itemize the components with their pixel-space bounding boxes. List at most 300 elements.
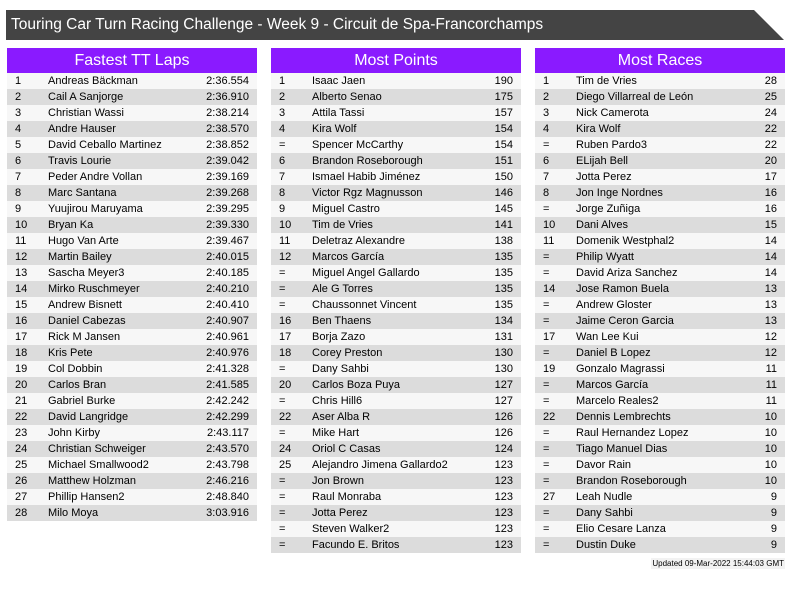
rank-cell: 18 [15, 347, 28, 359]
table-row [7, 249, 257, 265]
name-cell: John Kirby [48, 427, 100, 439]
rank-cell: 6 [279, 155, 286, 167]
table-row [535, 153, 785, 169]
rank-cell: = [543, 203, 550, 215]
table-row [271, 473, 521, 489]
rank-cell: = [279, 491, 286, 503]
value-cell: 150 [494, 171, 513, 183]
table-row [271, 281, 521, 297]
table-row [535, 345, 785, 361]
value-cell: 127 [494, 395, 513, 407]
rank-cell: 27 [543, 491, 556, 503]
rank-cell: 9 [15, 203, 22, 215]
name-cell: Chris Hill6 [312, 395, 363, 407]
leaderboard-rows [271, 73, 521, 553]
name-cell: Domenik Westphal2 [576, 235, 675, 247]
name-cell: Jaime Ceron Garcia [576, 315, 674, 327]
rank-cell: 17 [15, 331, 28, 343]
rank-cell: 26 [15, 475, 28, 487]
value-cell: 2:38.570 [206, 123, 249, 135]
value-cell: 2:39.042 [206, 155, 249, 167]
rank-cell: 17 [279, 331, 292, 343]
value-cell: 2:48.840 [206, 491, 249, 503]
page-title: Touring Car Turn Racing Challenge - Week 9 - Circuit de Spa-Francorchamps [11, 16, 544, 33]
table-row [271, 297, 521, 313]
rank-cell: 12 [279, 251, 292, 263]
name-cell: Davor Rain [576, 459, 632, 471]
title-bar [6, 10, 784, 40]
name-cell: Chaussonnet Vincent [312, 299, 417, 311]
name-cell: Carlos Boza Puya [312, 379, 401, 391]
rank-cell: = [279, 475, 286, 487]
table-row [7, 89, 257, 105]
value-cell: 157 [494, 107, 513, 119]
table-row [535, 297, 785, 313]
name-cell: Tim de Vries [576, 75, 637, 87]
table-row [7, 217, 257, 233]
rank-cell: 1 [15, 75, 22, 87]
value-cell: 11 [765, 395, 777, 407]
name-cell: Elio Cesare Lanza [576, 523, 666, 535]
rank-cell: 13 [15, 267, 28, 279]
table-row [7, 137, 257, 153]
name-cell: Travis Lourie [48, 155, 112, 167]
name-cell: Nick Camerota [576, 107, 649, 119]
table-row [7, 297, 257, 313]
table-row [271, 89, 521, 105]
name-cell: Victor Rgz Magnusson [312, 187, 423, 199]
table-row [7, 361, 257, 377]
table-row [535, 329, 785, 345]
name-cell: Dani Alves [576, 219, 628, 231]
rank-cell: 5 [15, 139, 22, 151]
table-row [271, 425, 521, 441]
table-row [535, 121, 785, 137]
table-row [535, 233, 785, 249]
rank-cell: 11 [279, 235, 291, 247]
rank-cell: = [279, 523, 286, 535]
rank-cell: 10 [15, 219, 28, 231]
rank-cell: 8 [543, 187, 550, 199]
value-cell: 2:46.216 [206, 475, 249, 487]
name-cell: Marc Santana [48, 187, 117, 199]
name-cell: Kris Pete [48, 347, 93, 359]
table-row [7, 425, 257, 441]
value-cell: 12 [764, 331, 777, 343]
value-cell: 146 [494, 187, 513, 199]
value-cell: 135 [494, 267, 513, 279]
table-row [271, 233, 521, 249]
rank-cell: 22 [279, 411, 292, 423]
value-cell: 12 [764, 347, 777, 359]
name-cell: Aser Alba R [312, 411, 371, 423]
value-cell: 10 [764, 443, 777, 455]
value-cell: 126 [494, 411, 513, 423]
value-cell: 190 [494, 75, 513, 87]
name-cell: Raul Monraba [312, 491, 382, 503]
name-cell: Matthew Holzman [48, 475, 137, 487]
table-row [535, 169, 785, 185]
name-cell: Attila Tassi [312, 107, 365, 119]
rank-cell: = [543, 299, 550, 311]
value-cell: 2:36.554 [206, 75, 249, 87]
panel-fastest-tt-laps [7, 48, 257, 521]
value-cell: 2:40.015 [206, 251, 249, 263]
name-cell: Cail A Sanjorge [48, 91, 124, 103]
name-cell: Leah Nudle [576, 491, 633, 503]
table-row [271, 377, 521, 393]
value-cell: 154 [494, 139, 513, 151]
rank-cell: 20 [15, 379, 28, 391]
table-row [535, 425, 785, 441]
name-cell: Brandon Roseborough [312, 155, 423, 167]
table-row [535, 409, 785, 425]
name-cell: Milo Moya [48, 507, 99, 519]
table-row [7, 169, 257, 185]
name-cell: Andre Hauser [48, 123, 116, 135]
value-cell: 28 [764, 75, 777, 87]
name-cell: David Langridge [48, 411, 129, 423]
value-cell: 134 [494, 315, 513, 327]
table-row [271, 105, 521, 121]
table-row [535, 505, 785, 521]
table-row [271, 457, 521, 473]
table-row [7, 201, 257, 217]
table-row [7, 233, 257, 249]
value-cell: 135 [494, 299, 513, 311]
rank-cell: 6 [543, 155, 550, 167]
rank-cell: 19 [543, 363, 556, 375]
rank-cell: 16 [15, 315, 28, 327]
name-cell: Hugo Van Arte [48, 235, 119, 247]
table-row [271, 73, 521, 89]
table-row [271, 409, 521, 425]
value-cell: 13 [764, 315, 777, 327]
name-cell: Brandon Roseborough [576, 475, 687, 487]
rank-cell: 14 [15, 283, 28, 295]
value-cell: 2:38.852 [206, 139, 249, 151]
rank-cell: = [543, 523, 550, 535]
table-row [535, 441, 785, 457]
rank-cell: 4 [543, 123, 550, 135]
value-cell: 2:40.410 [206, 299, 249, 311]
name-cell: Rick M Jansen [48, 331, 121, 343]
table-row [271, 329, 521, 345]
table-row [7, 153, 257, 169]
name-cell: Marcos García [312, 251, 385, 263]
name-cell: Dany Sahbi [576, 507, 633, 519]
leaderboard-rows [535, 73, 785, 553]
name-cell: Martin Bailey [48, 251, 112, 263]
rank-cell: 3 [279, 107, 286, 119]
rank-cell: = [279, 283, 286, 295]
table-row [7, 489, 257, 505]
rank-cell: = [543, 139, 550, 151]
table-row [535, 217, 785, 233]
rank-cell: 9 [279, 203, 286, 215]
table-row [271, 489, 521, 505]
rank-cell: 2 [543, 91, 550, 103]
table-row [271, 169, 521, 185]
value-cell: 123 [494, 523, 513, 535]
rank-cell: 6 [15, 155, 22, 167]
table-row [7, 377, 257, 393]
value-cell: 123 [494, 475, 513, 487]
value-cell: 141 [494, 219, 513, 231]
rank-cell: 23 [15, 427, 28, 439]
value-cell: 2:39.169 [206, 171, 249, 183]
name-cell: Mirko Ruschmeyer [48, 283, 140, 295]
table-row [271, 361, 521, 377]
rank-cell: = [543, 395, 550, 407]
value-cell: 2:42.299 [206, 411, 249, 423]
name-cell: ELijah Bell [576, 155, 628, 167]
value-cell: 10 [764, 459, 777, 471]
table-row [535, 89, 785, 105]
value-cell: 135 [494, 283, 513, 295]
value-cell: 24 [764, 107, 777, 119]
rank-cell: 4 [15, 123, 22, 135]
table-row [535, 537, 785, 553]
value-cell: 9 [770, 523, 777, 535]
value-cell: 2:38.214 [206, 107, 249, 119]
name-cell: Alejandro Jimena Gallardo2 [312, 459, 448, 471]
value-cell: 2:40.961 [206, 331, 249, 343]
rank-cell: = [543, 539, 550, 551]
rank-cell: = [279, 267, 286, 279]
name-cell: Daniel B Lopez [576, 347, 651, 359]
table-row [7, 345, 257, 361]
rank-cell: 7 [543, 171, 550, 183]
value-cell: 11 [765, 363, 777, 375]
table-row [535, 377, 785, 393]
name-cell: Bryan Ka [48, 219, 94, 231]
rank-cell: 24 [279, 443, 292, 455]
table-row [535, 361, 785, 377]
rank-cell: = [543, 315, 550, 327]
table-row [271, 121, 521, 137]
rank-cell: 11 [543, 235, 555, 247]
table-row [271, 393, 521, 409]
rank-cell: 20 [279, 379, 292, 391]
name-cell: Corey Preston [312, 347, 383, 359]
name-cell: Christian Wassi [48, 107, 124, 119]
table-row [7, 313, 257, 329]
name-cell: Isaac Jaen [312, 75, 366, 87]
value-cell: 2:39.330 [206, 219, 249, 231]
value-cell: 2:43.570 [206, 443, 249, 455]
table-row [7, 281, 257, 297]
value-cell: 123 [494, 507, 513, 519]
name-cell: Col Dobbin [48, 363, 103, 375]
value-cell: 2:40.185 [206, 267, 249, 279]
name-cell: Steven Walker2 [312, 523, 390, 535]
table-row [535, 473, 785, 489]
name-cell: Mike Hart [312, 427, 360, 439]
name-cell: Jon Brown [312, 475, 364, 487]
table-row [271, 505, 521, 521]
value-cell: 151 [494, 155, 513, 167]
name-cell: Diego Villarreal de León [576, 91, 694, 103]
rank-cell: = [279, 299, 286, 311]
name-cell: David Ceballo Martinez [48, 139, 162, 151]
name-cell: Christian Schweiger [48, 443, 146, 455]
value-cell: 123 [494, 539, 513, 551]
rank-cell: 21 [15, 395, 28, 407]
value-cell: 2:39.467 [206, 235, 249, 247]
table-row [535, 105, 785, 121]
value-cell: 145 [494, 203, 513, 215]
name-cell: Kira Wolf [576, 123, 621, 135]
value-cell: 131 [494, 331, 513, 343]
table-row [7, 121, 257, 137]
rank-cell: 17 [543, 331, 556, 343]
name-cell: Jotta Perez [576, 171, 632, 183]
name-cell: Carlos Bran [48, 379, 107, 391]
name-cell: Miguel Castro [312, 203, 380, 215]
rank-cell: 18 [279, 347, 292, 359]
name-cell: Gonzalo Magrassi [576, 363, 665, 375]
rank-cell: 28 [15, 507, 28, 519]
table-row [271, 201, 521, 217]
table-row [535, 313, 785, 329]
rank-cell: 24 [15, 443, 28, 455]
rank-cell: = [279, 539, 286, 551]
rank-cell: 2 [15, 91, 22, 103]
rank-cell: 4 [279, 123, 286, 135]
name-cell: Wan Lee Kui [576, 331, 639, 343]
panel-most-points [271, 48, 521, 553]
name-cell: Peder Andre Vollan [48, 171, 143, 183]
table-row [7, 329, 257, 345]
table-row [535, 265, 785, 281]
rank-cell: 3 [15, 107, 22, 119]
table-row [7, 185, 257, 201]
value-cell: 154 [494, 123, 513, 135]
value-cell: 16 [764, 187, 777, 199]
rank-cell: 15 [15, 299, 28, 311]
value-cell: 135 [494, 251, 513, 263]
rank-cell: = [279, 363, 286, 375]
name-cell: Spencer McCarthy [312, 139, 404, 151]
rank-cell: = [543, 379, 550, 391]
name-cell: Dustin Duke [576, 539, 636, 551]
rank-cell: = [543, 507, 550, 519]
value-cell: 126 [494, 427, 513, 439]
value-cell: 22 [764, 139, 777, 151]
rank-cell: 1 [279, 75, 286, 87]
name-cell: Ale G Torres [312, 283, 373, 295]
table-row [271, 153, 521, 169]
table-row [271, 441, 521, 457]
value-cell: 130 [494, 363, 513, 375]
name-cell: Marcos García [576, 379, 649, 391]
value-cell: 138 [494, 235, 513, 247]
table-row [271, 345, 521, 361]
value-cell: 9 [770, 491, 777, 503]
table-row [271, 217, 521, 233]
rank-cell: = [543, 427, 550, 439]
name-cell: David Ariza Sanchez [576, 267, 678, 279]
name-cell: Gabriel Burke [48, 395, 116, 407]
name-cell: Alberto Senao [312, 91, 382, 103]
panel-header: Fastest TT Laps [7, 48, 257, 73]
value-cell: 11 [765, 379, 777, 391]
value-cell: 2:41.585 [206, 379, 249, 391]
value-cell: 124 [494, 443, 513, 455]
name-cell: Sascha Meyer3 [48, 267, 125, 279]
value-cell: 10 [764, 475, 777, 487]
rank-cell: 10 [543, 219, 556, 231]
table-row [535, 137, 785, 153]
value-cell: 2:40.210 [206, 283, 249, 295]
rank-cell: 22 [15, 411, 28, 423]
table-row [535, 521, 785, 537]
name-cell: Raul Hernandez Lopez [576, 427, 689, 439]
rank-cell: 22 [543, 411, 556, 423]
rank-cell: 7 [15, 171, 22, 183]
name-cell: Borja Zazo [312, 331, 366, 343]
rank-cell: 25 [15, 459, 28, 471]
rank-cell: 2 [279, 91, 286, 103]
table-row [535, 393, 785, 409]
value-cell: 127 [494, 379, 513, 391]
value-cell: 17 [764, 171, 777, 183]
rank-cell: 7 [279, 171, 286, 183]
rank-cell: 8 [279, 187, 286, 199]
rank-cell: 3 [543, 107, 550, 119]
updated-timestamp: Updated 09-Mar-2022 15:44:03 GMT [652, 559, 784, 568]
name-cell: Marcelo Reales2 [576, 395, 659, 407]
rank-cell: 16 [279, 315, 292, 327]
table-row [271, 249, 521, 265]
value-cell: 13 [764, 299, 777, 311]
panel-header: Most Races [535, 48, 785, 73]
name-cell: Miguel Angel Gallardo [312, 267, 420, 279]
rank-cell: 11 [15, 235, 27, 247]
panel-most-races [535, 48, 785, 553]
rank-cell: = [279, 427, 286, 439]
rank-cell: = [543, 347, 550, 359]
table-row [535, 201, 785, 217]
rank-cell: = [543, 475, 550, 487]
name-cell: Andrew Gloster [576, 299, 652, 311]
value-cell: 123 [494, 459, 513, 471]
table-row [7, 105, 257, 121]
rank-cell: 14 [543, 283, 556, 295]
rank-cell: 10 [279, 219, 292, 231]
name-cell: Dany Sahbi [312, 363, 369, 375]
rank-cell: 27 [15, 491, 28, 503]
table-row [7, 505, 257, 521]
rank-cell: 1 [543, 75, 550, 87]
leaderboard-rows [7, 73, 257, 521]
table-row [7, 393, 257, 409]
value-cell: 10 [764, 427, 777, 439]
value-cell: 2:40.976 [206, 347, 249, 359]
rank-cell: = [279, 395, 286, 407]
name-cell: Facundo E. Britos [312, 539, 400, 551]
value-cell: 14 [764, 267, 777, 279]
name-cell: Andrew Bisnett [48, 299, 122, 311]
value-cell: 2:41.328 [206, 363, 249, 375]
value-cell: 2:40.907 [206, 315, 249, 327]
value-cell: 22 [764, 123, 777, 135]
table-row [271, 521, 521, 537]
value-cell: 16 [764, 203, 777, 215]
value-cell: 130 [494, 347, 513, 359]
name-cell: Andreas Bäckman [48, 75, 138, 87]
